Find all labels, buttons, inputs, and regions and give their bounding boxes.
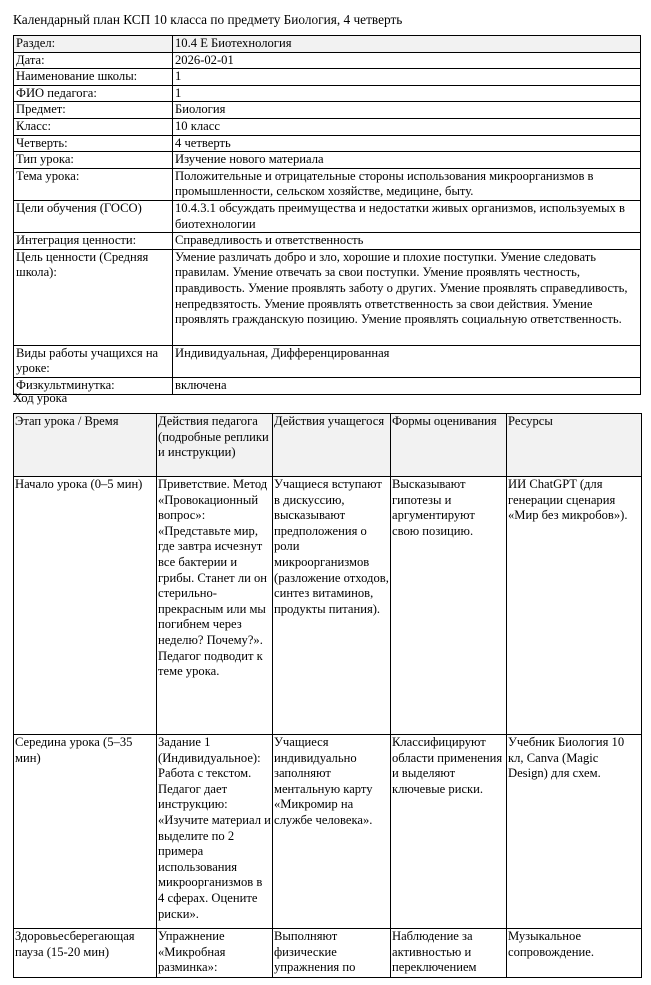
info-label: Четверть: xyxy=(14,135,173,152)
info-row xyxy=(14,152,641,169)
flow-header-cell: Ресурсы xyxy=(507,414,642,477)
flow-cell-assessment: Высказывают гипотезы и аргументируют свою позицию. xyxy=(391,477,507,735)
info-label: Тема урока: xyxy=(14,168,173,200)
flow-cell-resources: Музыкальное сопровождение. xyxy=(507,929,642,978)
info-value: 10.4 E Биотехнология xyxy=(173,36,641,53)
info-value: 1 xyxy=(173,85,641,102)
flow-header-cell: Действия учащегося xyxy=(273,414,391,477)
info-row xyxy=(14,200,641,232)
info-value: Индивидуальная, Дифференцированная xyxy=(173,345,641,377)
info-label: Наименование школы: xyxy=(14,69,173,86)
info-row xyxy=(14,85,641,102)
info-row xyxy=(14,102,641,119)
flow-header-cell: Этап урока / Время xyxy=(14,414,157,477)
info-value: 2026-02-01 xyxy=(173,52,641,69)
flow-cell-stage: Середина урока (5–35 мин) xyxy=(14,735,157,929)
flow-cell-resources: ИИ ChatGPT (для генерации сценария «Мир без микробов»). xyxy=(507,477,642,735)
info-label: Цель ценности (Средняя школа): xyxy=(14,249,173,345)
info-value: Положительные и отрицательные стороны использования микроорганизмов в промышленности, сельском хозяйстве, медицине, быту. xyxy=(173,168,641,200)
info-label: Раздел: xyxy=(14,36,173,53)
info-label: Цели обучения (ГОСО) xyxy=(14,200,173,232)
flow-cell-students: Выполняют физические упражнения по xyxy=(273,929,391,978)
info-label: Дата: xyxy=(14,52,173,69)
info-row xyxy=(14,69,641,86)
flow-row xyxy=(14,735,642,929)
info-value: Изучение нового материала xyxy=(173,152,641,169)
flow-cell-stage: Здоровьесберегающая пауза (15-20 мин) xyxy=(14,929,157,978)
info-label: ФИО педагога: xyxy=(14,85,173,102)
flow-row xyxy=(14,929,642,978)
lesson-info-table xyxy=(13,35,641,395)
info-value: включена xyxy=(173,377,641,394)
info-row xyxy=(14,377,641,394)
info-row xyxy=(14,118,641,135)
flow-header-cell: Формы оценивания xyxy=(391,414,507,477)
info-value: 1 xyxy=(173,69,641,86)
info-label: Виды работы учащихся на уроке: xyxy=(14,345,173,377)
info-label: Предмет: xyxy=(14,102,173,119)
info-label: Интеграция ценности: xyxy=(14,233,173,250)
info-row xyxy=(14,249,641,345)
flow-header-row xyxy=(14,414,642,477)
document-title: Календарный план КСП 10 класса по предмету Биология, 4 четверть xyxy=(13,12,403,27)
info-row xyxy=(14,345,641,377)
info-value: Умение различать добро и зло, хорошие и плохие поступки. Умение следовать правилам. Умение отвечать за свои поступки. Умение проявлять честность, правдивость. Умение проявлять заботу о других. Умение проявлять справедливость, непредвзятость. Умение проявлять ответственность за свои действия. Умение проявлять гражданскую позицию. Умение проявлять социальную ответственность. xyxy=(173,249,641,345)
flow-cell-students: Учащиеся вступают в дискуссию, высказывают предположения о роли микроорганизмов (разложение отходов, синтез витаминов, продукты питания). xyxy=(273,477,391,735)
info-row xyxy=(14,36,641,53)
info-value: Справедливость и ответственность xyxy=(173,233,641,250)
flow-cell-teacher: Задание 1 (Индивидуальное): Работа с текстом. Педагог дает инструкцию: «Изучите материал и выделите по 2 примера использования микроорганизмов в 4 сферах. Оцените риски». xyxy=(157,735,273,929)
info-value: 10 класс xyxy=(173,118,641,135)
info-row xyxy=(14,233,641,250)
info-value: 4 четверть xyxy=(173,135,641,152)
flow-cell-stage: Начало урока (0–5 мин) xyxy=(14,477,157,735)
info-row xyxy=(14,168,641,200)
info-label: Тип урока: xyxy=(14,152,173,169)
flow-cell-resources: Учебник Биология 10 кл, Canva (Magic Design) для схем. xyxy=(507,735,642,929)
info-row xyxy=(14,135,641,152)
flow-cell-assessment: Классифицируют области применения и выделяют ключевые риски. xyxy=(391,735,507,929)
flow-cell-students: Учащиеся индивидуально заполняют ментальную карту «Микромир на службе человека». xyxy=(273,735,391,929)
flow-cell-teacher: Упражнение «Микробная разминка»: xyxy=(157,929,273,978)
lesson-flow-table xyxy=(13,413,642,978)
info-row xyxy=(14,52,641,69)
flow-cell-teacher: Приветствие. Метод «Провокационный вопрос»: «Представьте мир, где завтра исчезнут все бактерии и грибы. Станет ли он стерильно-прекрасным или мы погибнем через неделю? Почему?». Педагог подводит к теме урока. xyxy=(157,477,273,735)
flow-cell-assessment: Наблюдение за активностью и переключением xyxy=(391,929,507,978)
info-value: Биология xyxy=(173,102,641,119)
info-label: Класс: xyxy=(14,118,173,135)
info-label: Физкультминутка: xyxy=(14,377,173,394)
flow-row xyxy=(14,477,642,735)
section-title: Ход урока xyxy=(13,391,68,405)
info-value: 10.4.3.1 обсуждать преимущества и недостатки живых организмов, используемых в биотехнологии xyxy=(173,200,641,232)
flow-header-cell: Действия педагога (подробные реплики и инструкции) xyxy=(157,414,273,477)
